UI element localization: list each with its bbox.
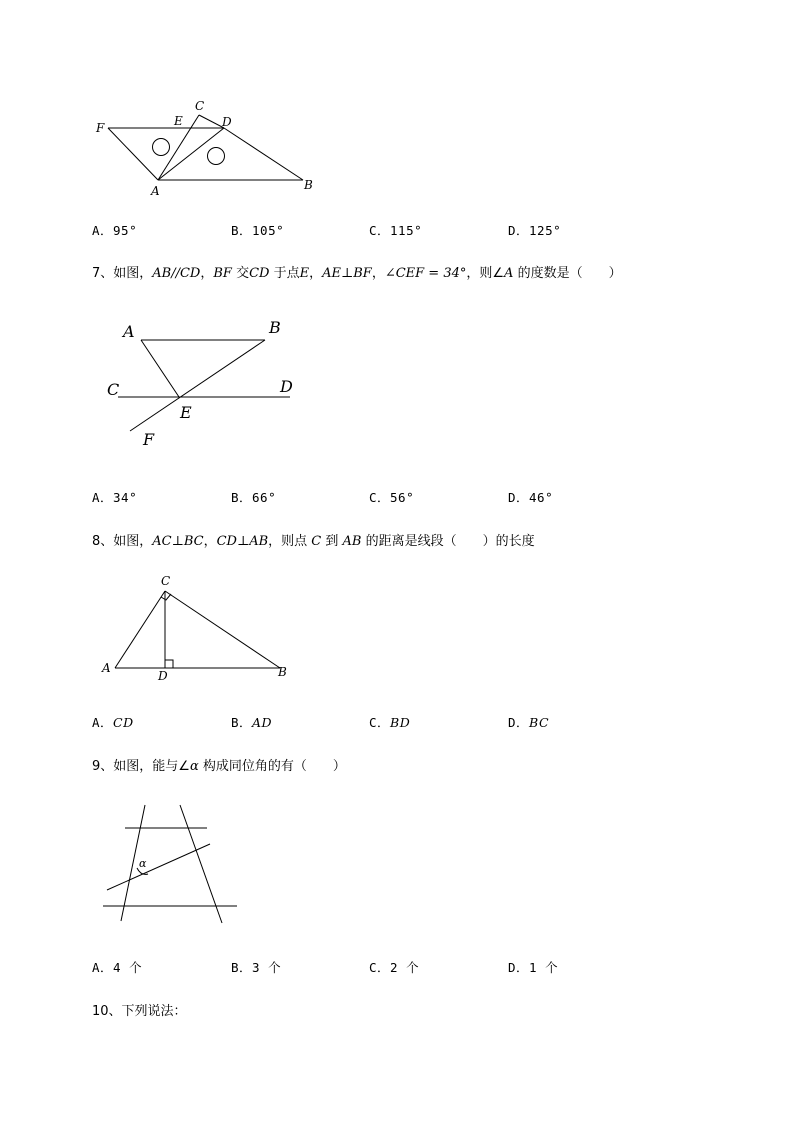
q8-option-b-prefix: B． (231, 715, 253, 730)
q9-option-a: A．4 个 (92, 960, 143, 975)
q7-label-F: F (143, 430, 155, 449)
q10-stem: 10、下列说法： (92, 1004, 187, 1019)
q8-part-0: AC⊥BC (152, 534, 204, 549)
q7-part-11: ，则∠ (466, 266, 505, 281)
q8-part-4: C (311, 534, 322, 549)
q8-option-a-prefix: A． (92, 715, 114, 730)
q7-part-0: AB//CD (152, 266, 201, 281)
q8-number: 8、如图， (92, 534, 153, 549)
q7-number: 7、如图， (92, 266, 153, 281)
q7-part-12: A (504, 266, 514, 281)
q6-option-d: D．125° (508, 223, 562, 238)
q7-part-1: ， (200, 266, 214, 281)
q8-option-a-value: CD (113, 715, 134, 730)
q9-option-c: C．2 个 (369, 960, 420, 975)
q7-option-a: A．34° (92, 490, 138, 505)
q6-option-c: C．115° (369, 223, 423, 238)
q7-option-b: B．66° (231, 490, 277, 505)
q7-label-D: D (280, 377, 293, 396)
q9-line-transversal (107, 844, 210, 890)
q9-option-b: B．3 个 (231, 960, 282, 975)
q8-option-c-prefix: C． (369, 715, 391, 730)
q7-label-A: A (123, 322, 135, 341)
q8-part-6: AB (342, 534, 362, 549)
q6-label-D: D (222, 115, 232, 129)
q8-option-b-value: AD (252, 715, 273, 730)
q8-label-C: C (161, 574, 171, 588)
q7-label-E: E (180, 403, 192, 422)
q6-label-B: B (304, 178, 313, 192)
q7-part-13: 的度数是（ ） (513, 266, 622, 281)
q6-label-E: E (174, 114, 183, 128)
q7-part-5: 于点 (269, 266, 300, 281)
q7-part-7: ， (309, 266, 323, 281)
q7-part-9: ， (371, 266, 385, 281)
q9-label-alpha: α (139, 857, 147, 870)
q6-label-A: A (151, 184, 160, 198)
q7-part-4: CD (249, 266, 270, 281)
q8-label-B: B (278, 665, 287, 679)
q8-part-2: CD⊥AB (216, 534, 269, 549)
q9-alpha: α (189, 759, 199, 774)
q6-option-b: B．105° (231, 223, 285, 238)
q8-part-1: ， (203, 534, 217, 549)
q6-label-F: F (96, 121, 105, 135)
q8-option-c-value: BD (390, 715, 411, 730)
q9-tail: 构成同位角的有（ ） (198, 759, 346, 774)
q7-part-8: AE⊥BF (322, 266, 372, 281)
q7-part-6: E (299, 266, 310, 281)
q6-label-C: C (195, 99, 205, 113)
q7-part-2: BF (213, 266, 232, 281)
q7-part-3: 交 (231, 266, 250, 281)
q8-option-d-prefix: D． (508, 715, 530, 730)
q8-part-5: 到 (321, 534, 343, 549)
q7-option-c: C．56° (369, 490, 415, 505)
q7-label-B: B (269, 318, 281, 337)
q9-line-right (180, 805, 222, 923)
q9-number: 9、如图，能与∠ (92, 759, 190, 774)
q8-part-7: 的距离是线段（ ）的长度 (361, 534, 535, 549)
q8-label-D: D (158, 669, 168, 683)
q9-option-d: D．1 个 (508, 960, 559, 975)
q8-option-d-value: BC (529, 715, 550, 730)
q7-label-C: C (107, 380, 120, 399)
q8-part-3: ，则点 (268, 534, 312, 549)
q8-label-A: A (102, 661, 111, 675)
q7-option-d: D．46° (508, 490, 554, 505)
q6-option-a: A．95° (92, 223, 138, 238)
q7-part-10: ∠CEF = 34° (384, 266, 467, 281)
